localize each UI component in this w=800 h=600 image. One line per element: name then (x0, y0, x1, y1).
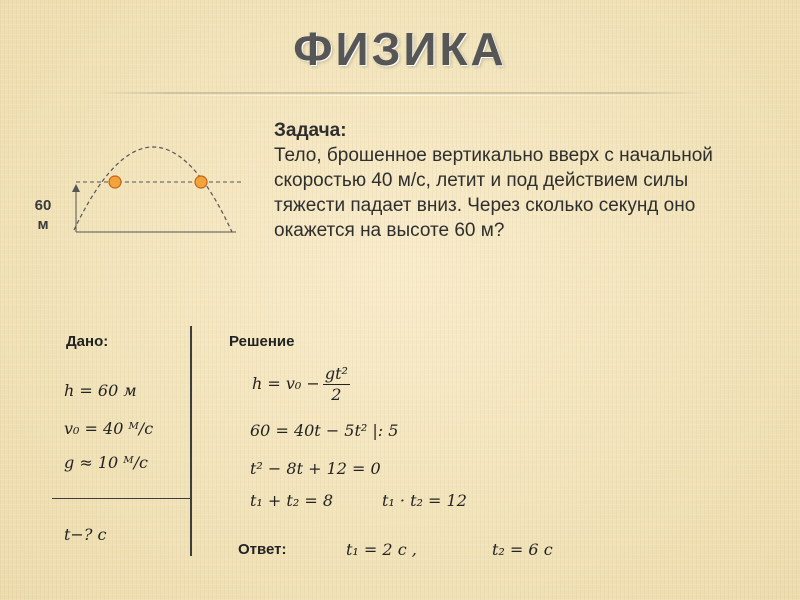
given-velocity: v₀ = 40 ᴹ/c (64, 419, 154, 438)
task-label: Задача: (274, 120, 347, 141)
given-height: h = 60 м (64, 381, 137, 400)
task-block (274, 118, 760, 243)
given-label: Дано: (66, 333, 109, 350)
equation-2: 60 = 40t − 5t² |: 5 (250, 421, 399, 440)
position-point-up (109, 176, 121, 188)
answer-t2: t₂ = 6 c (492, 540, 553, 559)
equation-4-product: t₁ · t₂ = 12 (382, 491, 467, 510)
find-time: t−? c (64, 525, 107, 544)
solution-label: Решение (229, 333, 295, 350)
position-point-down (195, 176, 207, 188)
fraction-denominator: 2 (331, 385, 342, 404)
equation-3: t² − 8t + 12 = 0 (250, 459, 381, 478)
equation-1-lhs: h = v₀ − (252, 374, 320, 393)
fraction-numerator: gt² (324, 364, 348, 383)
trajectory-curve (74, 147, 232, 232)
title-divider-highlight (96, 95, 704, 96)
fraction (323, 364, 350, 405)
trajectory-diagram (24, 118, 264, 243)
vertical-divider (190, 326, 192, 556)
task-text: Тело, брошенное вертикально вверх с начальной скоростью 40 м/с, летит и под действием силы тяжести падает вниз. Через сколько секунд оно окажется на высоте 60 м? (274, 145, 713, 241)
equation-4-sum: t₁ + t₂ = 8 (250, 491, 334, 510)
answer-label: Ответ: (238, 541, 287, 558)
equation-1 (252, 364, 350, 405)
given-divider (52, 498, 192, 499)
height-label: 60 м (34, 197, 52, 233)
title-divider (96, 92, 704, 94)
slide-title: ФИЗИКА (293, 23, 507, 75)
given-gravity: g ≈ 10 ᴹ/c (64, 453, 148, 472)
answer-t1: t₁ = 2 c , (346, 540, 417, 559)
